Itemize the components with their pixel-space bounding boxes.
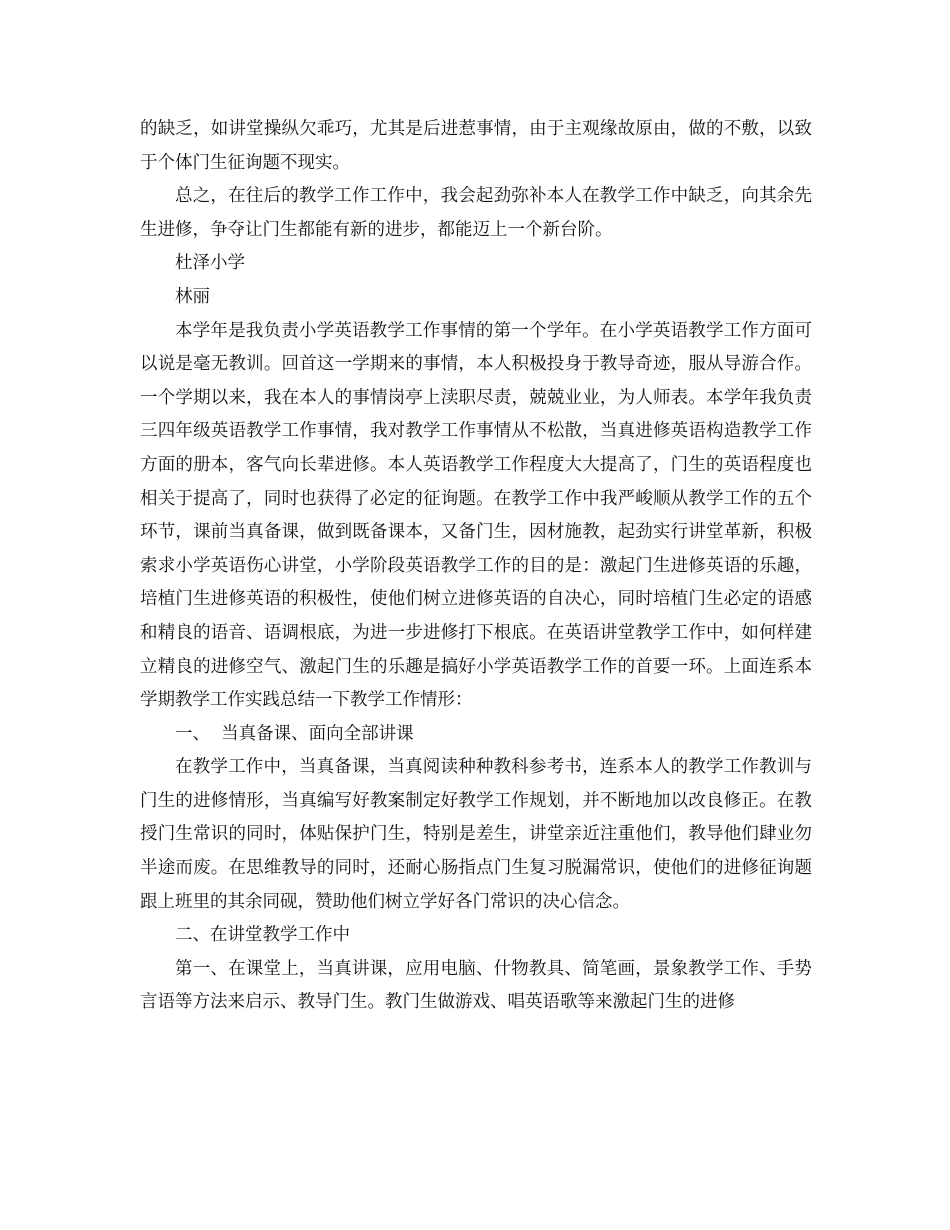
paragraph-conclusion: 总之，在往后的教学工作工作中，我会起劲弥补本人在教学工作中缺乏，向其余先生进修，争夺让门生都能有新的进步，都能迈上一个新台阶。	[140, 186, 812, 240]
paragraph-continuation: 的缺乏，如讲堂操纵欠乖巧，尤其是后进惹事情，由于主观缘故原由，做的不敷，以致于个体门生征询题不现实。	[140, 119, 812, 173]
author-name: 林丽	[175, 286, 210, 307]
paragraph-intro: 本学年是我负责小学英语教学工作事情的第一个学年。在小学英语教学工作方面可以说是毫无教训。回首这一学期来的事情，本人积极投身于教导奇迹，服从导游合作。一个学期以来，我在本人的事情岗亭上渎职尽责，兢兢业业，为人师表。本学年我负责三四年级英语教学工作事情，我对教学工作事情从不松散，当真进修英语构造教学工作方面的册本，客气向长辈进修。本人英语教学工作程度大大提高了，门生的英语程度也相关于提高了，同时也获得了必定的征询题。在教学工作中我严峻顺从教学工作的五个环节，课前当真备课，做到既备课本，又备门生，因材施教，起劲实行讲堂革新，积极索求小学英语伤心讲堂，小学阶段英语教学工作的目的是：激起门生进修英语的乐趣，培植门生进修英语的积极性，使他们树立进修英语的自决心，同时培植门生必定的语感和精良的语音、语调根底，为进一步进修打下根底。在英语讲堂教学工作中，如何样建立精良的进修空气、激起门生的乐趣是搞好小学英语教学工作的首要一环。上面连系本学期教学工作实践总结一下教学工作情形：	[140, 320, 812, 711]
paragraph-section-2: 第一、在课堂上，当真讲课，应用电脑、什物教具、简笔画，景象教学工作、手势言语等方法来启示、教导门生。教门生做游戏、唱英语歌等来激起门生的进修	[140, 958, 812, 1013]
school-name: 杜泽小学	[175, 253, 245, 274]
paragraph-section-1: 在教学工作中，当真备课，当真阅读种种教科参考书，连系本人的教学工作教训与门生的进修情形，当真编写好教案制定好教学工作规划，并不断地加以改良修正。在教授门生常识的同时，体贴保护门生，特别是差生，讲堂亲近注重他们，教导他们肆业勿半途而废。在思维教导的同时，还耐心肠指点门生复习脱漏常识，使他们的进修征询题跟上班里的其余同砚，赞助他们树立学好各门常识的决心信念。	[140, 757, 812, 912]
document-body	[140, 113, 812, 1020]
section-heading-2: 二、在讲堂教学工作中	[175, 925, 350, 946]
section-heading-1: 一、 当真备课、面向全部讲课	[175, 723, 414, 744]
